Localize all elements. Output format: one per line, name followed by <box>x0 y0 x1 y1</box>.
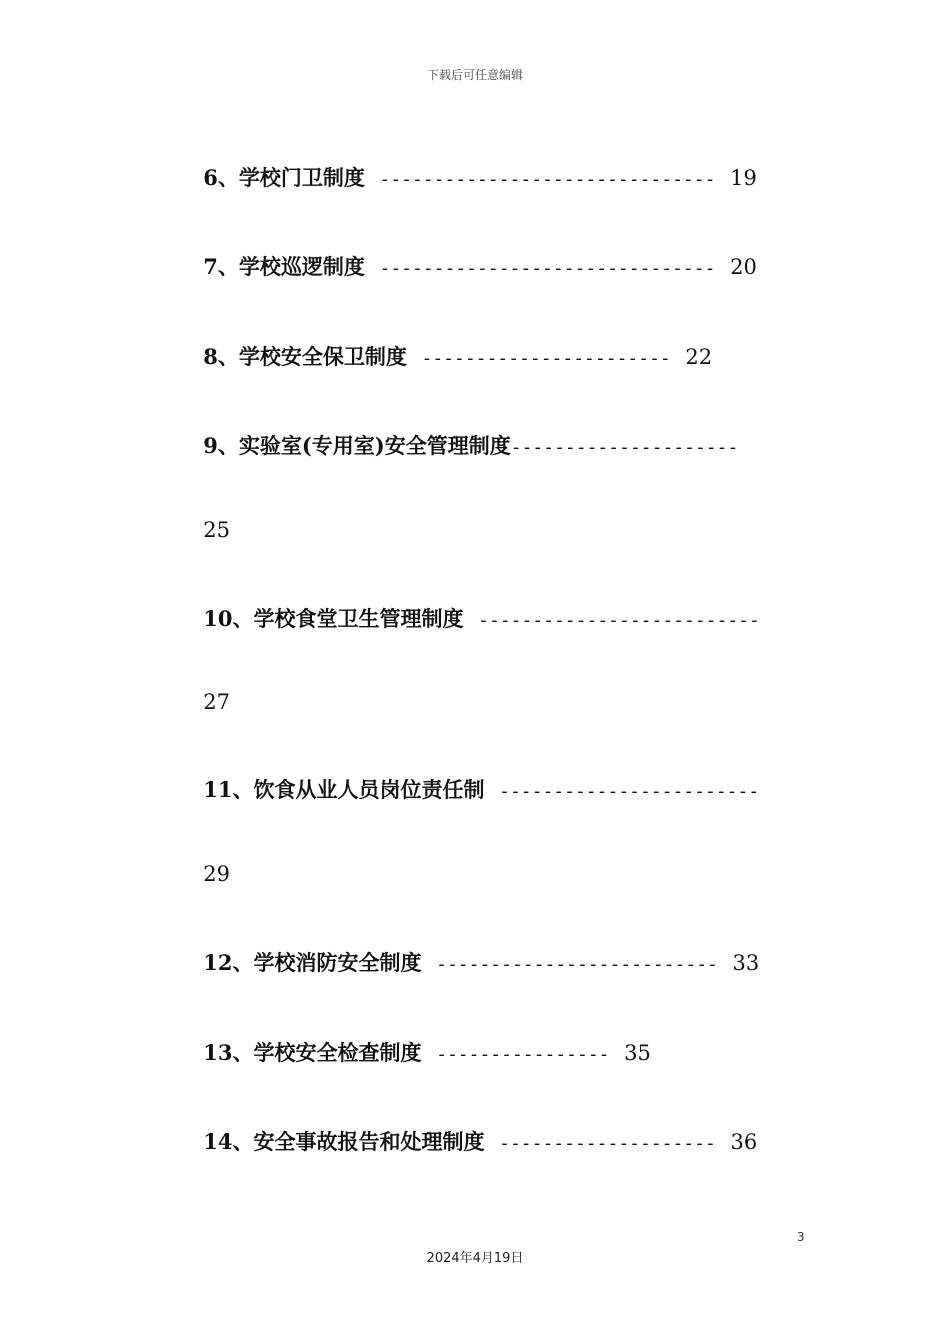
footer-date: 2024年4月19日 <box>426 1251 524 1266</box>
toc-entry-title: 8、学校安全保卫制度 <box>203 344 407 369</box>
toc-page-number: 27 <box>203 690 230 714</box>
toc-entry <box>174 225 757 311</box>
toc-leader: -------------------- <box>499 1133 716 1154</box>
toc-leader: -------------------------- <box>478 610 760 631</box>
toc-entry <box>174 315 712 401</box>
toc-entry-title: 9、实验室(专用室)安全管理制度 <box>203 433 511 458</box>
toc-entry-title: 14、安全事故报告和处理制度 <box>203 1129 485 1154</box>
toc-entry <box>174 1100 757 1186</box>
toc-page-number: 20 <box>730 255 757 279</box>
toc-entry-title: 11、饮食从业人员岗位责任制 <box>203 777 485 802</box>
toc-leader: ---------------- <box>436 1044 610 1065</box>
toc-entry-title: 10、学校食堂卫生管理制度 <box>203 606 464 631</box>
toc-entry-title: 13、学校安全检查制度 <box>203 1040 422 1065</box>
page-header: 下载后可任意编辑 <box>426 68 523 82</box>
toc-leader: ------------------------------- <box>379 258 716 279</box>
toc-entry-title: 12、学校消防安全制度 <box>203 950 422 975</box>
toc-leader: -------------------------- <box>436 954 718 975</box>
toc-entry-continuation <box>174 488 230 572</box>
toc-page-number: 36 <box>730 1130 758 1154</box>
toc-entry <box>174 577 760 663</box>
toc-page-number: 22 <box>685 345 713 369</box>
toc-entry <box>174 404 738 490</box>
toc-entry-continuation <box>174 832 230 916</box>
toc-leader: ----------------------- <box>421 348 671 369</box>
toc-page-number: 35 <box>624 1041 651 1065</box>
toc-entry-title: 7、学校巡逻制度 <box>203 254 365 279</box>
toc-leader: --------------------- <box>510 437 739 458</box>
toc-entry <box>174 136 757 222</box>
toc-leader: ------------------------ <box>499 781 760 802</box>
toc-page-number: 33 <box>732 951 760 975</box>
toc-page-number: 25 <box>203 518 230 542</box>
toc-page-number: 19 <box>730 166 757 190</box>
toc-leader: ------------------------------- <box>379 169 716 190</box>
toc-page-number: 29 <box>203 862 230 886</box>
toc-entry <box>174 921 759 1007</box>
toc-entry-continuation <box>174 660 230 744</box>
toc-entry-title: 6、学校门卫制度 <box>203 165 365 190</box>
toc-entry <box>174 748 759 834</box>
toc-entry <box>174 1011 651 1097</box>
page-number: 3 <box>797 1230 805 1244</box>
